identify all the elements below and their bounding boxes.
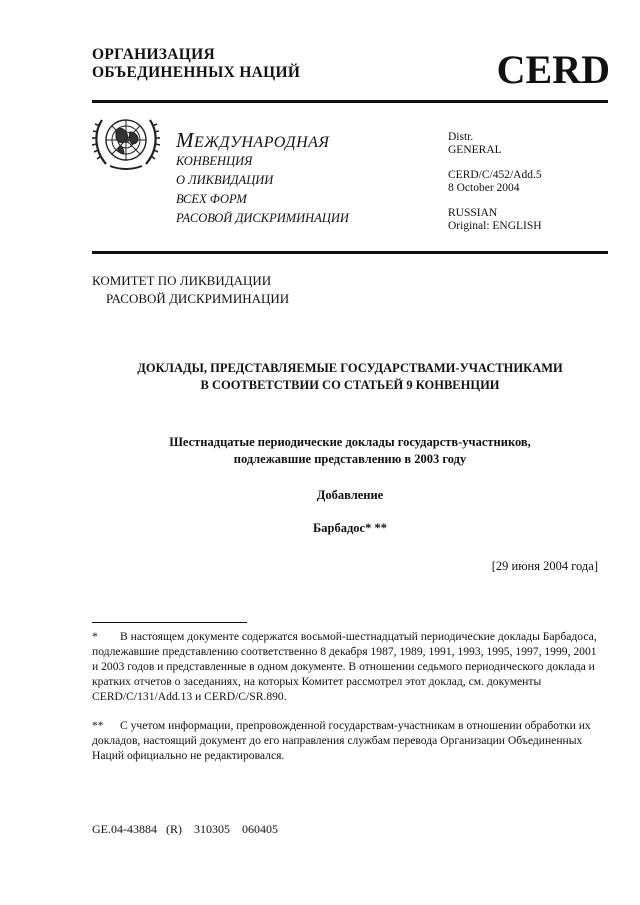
footnote-separator (92, 622, 247, 623)
footnote-2 (92, 718, 600, 763)
header-rule (92, 100, 608, 103)
org-line-2: ОБЪЕДИНЕННЫХ НАЦИЙ (92, 64, 301, 81)
footnote-1 (92, 629, 600, 704)
doc-language: RUSSIAN (448, 207, 498, 219)
footnote-2-text: С учетом информации, препровожденной государствам-участникам в отношении обработки их докладов, настоящий документ до его направления службам перевода Организации Объединенных Наций официально не редактировался. (92, 719, 591, 762)
committee-line-2: РАСОВОЙ ДИСКРИМИНАЦИИ (106, 291, 290, 306)
convention-line-5: РАСОВОЙ ДИСКРИМИНАЦИИ (176, 211, 349, 225)
convention-line-1 (176, 128, 349, 152)
convention-line-3: О ЛИКВИДАЦИИ (176, 173, 274, 187)
report-date: [29 июня 2004 года] (491, 559, 598, 573)
footnote-1-text: В настоящем документе содержатся восьмой-шестнадцатый периодические доклады Барбадоса, подлежавшие представлению соответственно 8 декабря 1987, 1989, 1991, 1993, 1995, 1997, 1999, 2001 и 2003 годов и представленные в одном документе. В отношении седьмого периодического доклада и кратких отчетов о заседаниях, на которых Комитет рассмотрел этот доклад, см. документы CERD/C/131/Add.13 и CERD/C/SR.890. (92, 630, 597, 703)
doc-symbol: CERD/C/452/Add.5 (448, 169, 542, 181)
doc-date: 8 October 2004 (448, 182, 520, 194)
distr-general: GENERAL (448, 144, 502, 156)
main-heading (92, 360, 608, 394)
convention-title (176, 128, 349, 228)
committee-line-1: КОМИТЕТ ПО ЛИКВИДАЦИИ (92, 273, 272, 288)
doc-original: Original: ENGLISH (448, 220, 542, 232)
sub-heading-line-2: подлежавшие представлению в 2003 году (233, 452, 467, 466)
distr-label: Distr. (448, 131, 474, 143)
footnote-1-mark: * (92, 630, 98, 643)
document-symbol-cerd: CERD (496, 47, 610, 92)
footnote-2-mark: ** (92, 719, 104, 732)
convention-line-1-rest: ЕЖДУНАРОДНАЯ (194, 134, 330, 151)
header-bottom-rule (92, 251, 608, 254)
document-code: GE.04-43884 (R) 310305 060405 (92, 822, 278, 836)
distribution-block (448, 131, 542, 233)
un-emblem-icon (92, 110, 160, 172)
sub-heading (92, 434, 608, 468)
committee-name (92, 272, 289, 308)
country-label: Барбадос* ** (313, 521, 387, 535)
org-line-1: ОРГАНИЗАЦИЯ (92, 46, 215, 63)
main-heading-line-2: В СООТВЕТСТВИИ СО СТАТЬЕЙ 9 КОНВЕНЦИИ (200, 378, 500, 392)
convention-line-2: КОНВЕНЦИЯ (176, 154, 253, 168)
convention-line-4: ВСЕХ ФОРМ (176, 192, 247, 206)
convention-line-1-capital: М (176, 128, 194, 152)
sub-heading-line-1: Шестнадцатые периодические доклады государств-участников, (169, 435, 531, 449)
organization-name (92, 46, 300, 82)
main-heading-line-1: ДОКЛАДЫ, ПРЕДСТАВЛЯЕМЫЕ ГОСУДАРСТВАМИ-УЧАСТНИКАМИ (137, 361, 563, 375)
addendum-label: Добавление (316, 488, 384, 502)
